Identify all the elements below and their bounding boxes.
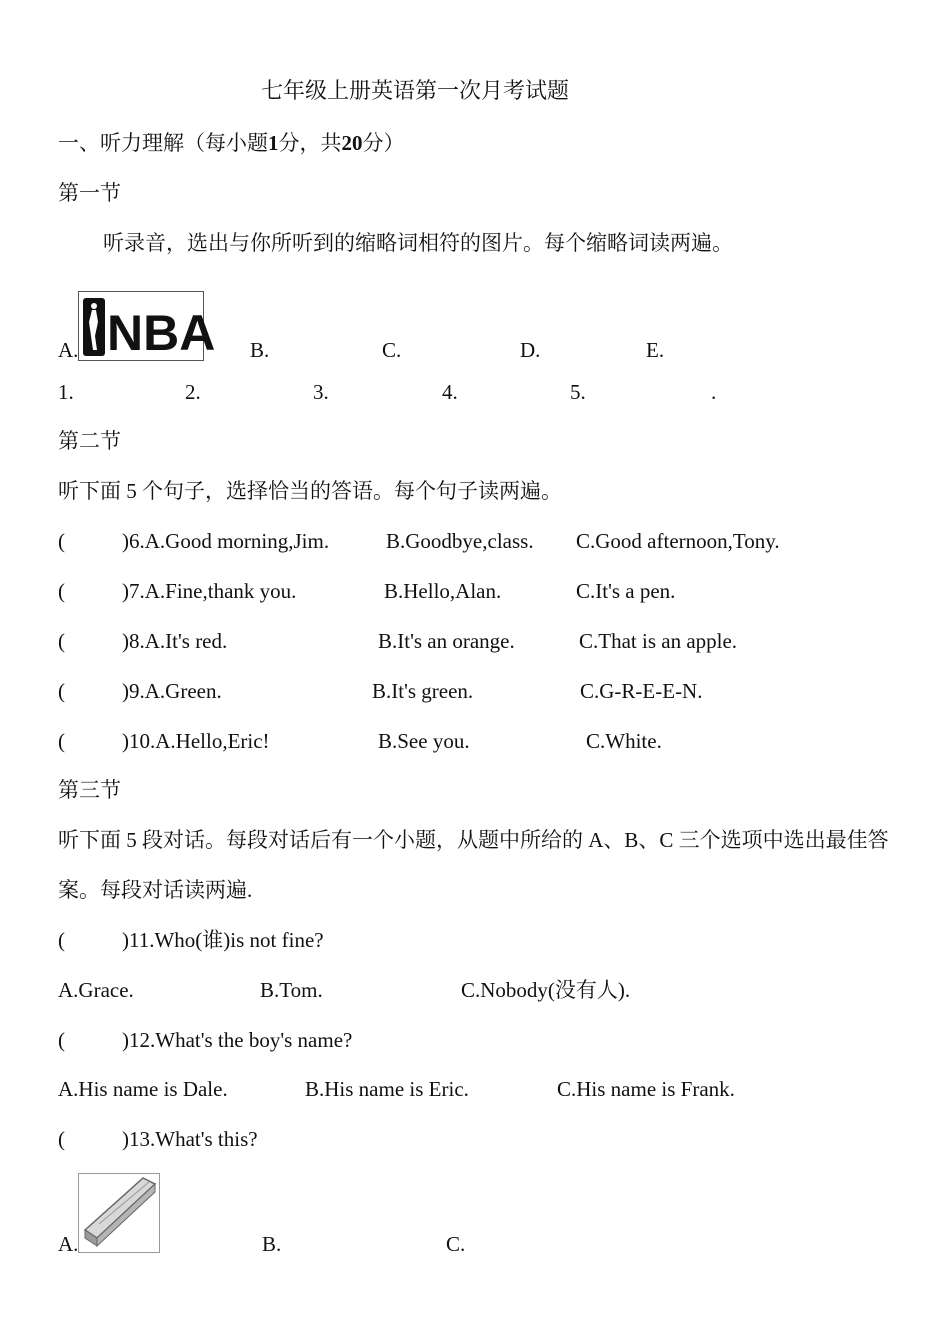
part3-heading: 第三节 xyxy=(58,778,121,802)
question-11-option-a: A.Grace. xyxy=(58,978,134,1002)
part2-heading: 第二节 xyxy=(58,429,121,453)
question-13-option-c: C. xyxy=(446,1232,466,1256)
question-12: )12.What's the boy's name? xyxy=(122,1028,353,1052)
question-11: )11.Who(谁)is not fine? xyxy=(122,928,324,952)
question-13: )13.What's this? xyxy=(122,1127,258,1151)
question-8-option-b: B.It's an orange. xyxy=(378,629,515,653)
option-b-label: B. xyxy=(250,338,270,362)
option-d-label: D. xyxy=(520,338,541,362)
answer-paren: ( xyxy=(58,1127,65,1151)
page-title: 七年级上册英语第一次月考试题 xyxy=(260,78,569,103)
question-9: )9.A.Green. xyxy=(122,679,222,703)
answer-paren: ( xyxy=(58,679,65,703)
question-8-option-c: C.That is an apple. xyxy=(579,629,738,653)
question-11-option-c: C.Nobody(没有人). xyxy=(461,978,631,1002)
option-a-label: A. xyxy=(58,338,79,362)
answer-number: 4. xyxy=(442,380,458,404)
answer-paren: ( xyxy=(58,579,65,603)
nba-logo-image xyxy=(78,291,216,361)
ruler-image xyxy=(78,1173,160,1253)
question-7: )7.A.Fine,thank you. xyxy=(122,579,297,603)
part1-instruction: 听录音，选出与你所听到的缩略词相符的图片。每个缩略词读两遍。 xyxy=(103,231,733,255)
question-6-option-c: C.Good afternoon,Tony. xyxy=(576,529,780,553)
question-12-option-a: A.His name is Dale. xyxy=(58,1077,228,1101)
question-7-option-c: C.It's a pen. xyxy=(576,579,676,603)
answer-paren: ( xyxy=(58,928,65,952)
nba-logo-text: NBA xyxy=(107,305,216,361)
question-10-option-c: C.White. xyxy=(586,729,662,753)
question-8: )8.A.It's red. xyxy=(122,629,228,653)
answer-number: 1. xyxy=(58,380,74,404)
answer-number: . xyxy=(711,380,717,404)
question-10-option-b: B.See you. xyxy=(378,729,470,753)
question-9-option-c: C.G-R-E-E-N. xyxy=(580,679,703,703)
question-6: )6.A.Good morning,Jim. xyxy=(122,529,330,553)
question-11-option-b: B.Tom. xyxy=(260,978,323,1002)
answer-paren: ( xyxy=(58,729,65,753)
section-heading: 一、听力理解（每小题1分，共20分） xyxy=(58,131,405,155)
answer-number: 3. xyxy=(313,380,329,404)
question-13-option-a: A. xyxy=(58,1232,79,1256)
question-9-option-b: B.It's green. xyxy=(372,679,474,703)
question-12-option-c: C.His name is Frank. xyxy=(557,1077,735,1101)
answer-paren: ( xyxy=(58,529,65,553)
part3-instruction: 听下面 5 段对话。每段对话后有一个小题，从题中所给的 A、B、C 三个选项中选出最佳答案。每段对话读两遍. xyxy=(58,828,889,902)
part2-instruction: 听下面 5 个句子，选择恰当的答语。每个句子读两遍。 xyxy=(58,479,562,503)
part1-heading: 第一节 xyxy=(58,181,121,205)
answer-paren: ( xyxy=(58,1028,65,1052)
answer-paren: ( xyxy=(58,629,65,653)
question-7-option-b: B.Hello,Alan. xyxy=(384,579,502,603)
answer-number: 5. xyxy=(570,380,586,404)
option-c-label: C. xyxy=(382,338,402,362)
question-10: )10.A.Hello,Eric! xyxy=(122,729,270,753)
question-12-option-b: B.His name is Eric. xyxy=(305,1077,469,1101)
question-6-option-b: B.Goodbye,class. xyxy=(386,529,534,553)
option-e-label: E. xyxy=(646,338,665,362)
answer-number: 2. xyxy=(185,380,201,404)
question-13-option-b: B. xyxy=(262,1232,282,1256)
